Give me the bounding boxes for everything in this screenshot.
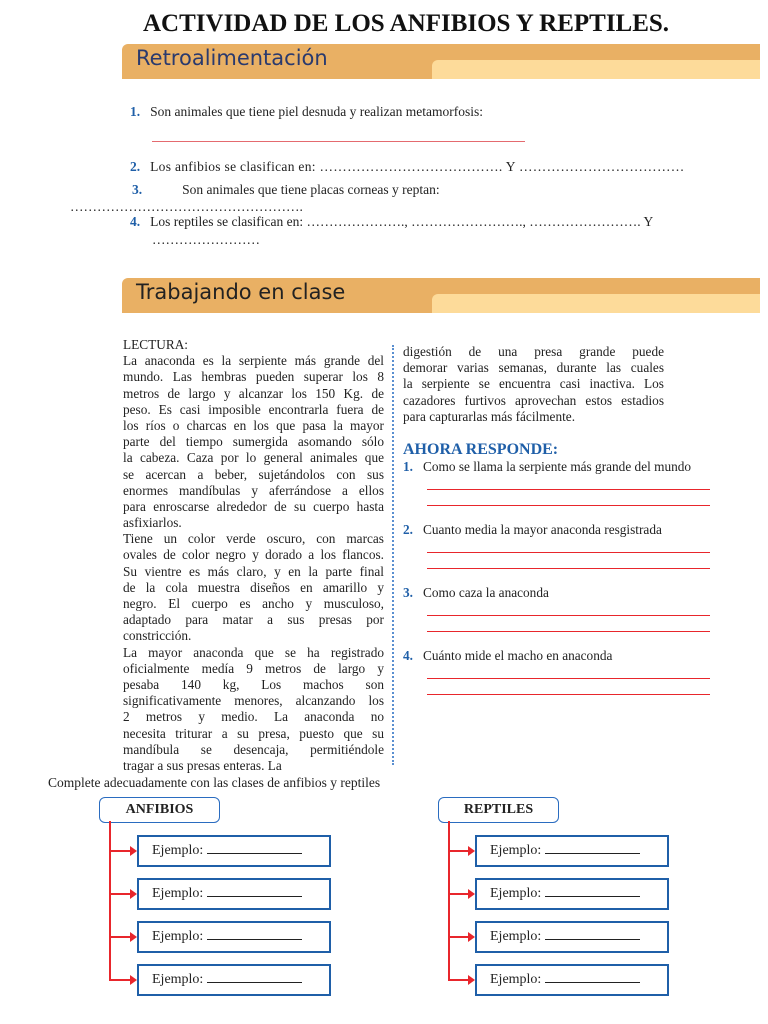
example-blank[interactable] xyxy=(545,982,640,983)
reading-line: asfixiarlos. xyxy=(123,515,182,531)
arrow-icon xyxy=(110,850,133,852)
reading-line: pesaba 140 kg, Los machos son xyxy=(123,676,384,692)
reading-line: se acercan a beber, sujetándolos con sus xyxy=(123,466,384,482)
banner-accent xyxy=(432,60,760,79)
reptiles-example-box[interactable] xyxy=(475,964,669,996)
example-label: Ejemplo: xyxy=(152,929,204,944)
respond-question-1 xyxy=(403,459,691,475)
reptiles-header: REPTILES xyxy=(438,797,559,823)
arrow-icon xyxy=(449,936,471,938)
answer-line[interactable] xyxy=(427,631,710,632)
reading-line: los ríos o charcas en los que pasa la mayor xyxy=(123,417,384,433)
anfibios-header: ANFIBIOS xyxy=(99,797,220,823)
question-text: Son animales que tiene piel desnuda y realizan metamorfosis: xyxy=(150,104,484,119)
answer-line[interactable] xyxy=(427,552,710,553)
respond-question-4 xyxy=(403,648,612,664)
reading-line: La anaconda es la serpiente más grande del xyxy=(123,353,384,369)
answer-line[interactable] xyxy=(427,568,710,569)
page-title: ACTIVIDAD DE LOS ANFIBIOS Y REPTILES. xyxy=(143,10,670,37)
question-text: Como caza la anaconda xyxy=(422,585,549,600)
respond-question-3 xyxy=(403,585,549,601)
question-number: 1. xyxy=(403,459,413,474)
arrow-icon xyxy=(449,979,471,981)
example-label: Ejemplo: xyxy=(152,972,204,987)
question-number: 4. xyxy=(403,648,413,663)
reading-line: para capturarlas más fácilmente. xyxy=(403,408,576,424)
reptiles-example-box[interactable] xyxy=(475,878,669,910)
reading-right-column xyxy=(403,344,664,425)
banner-accent xyxy=(432,294,760,313)
reading-line: tragar a sus presas enteras. La xyxy=(123,757,282,773)
example-label: Ejemplo: xyxy=(490,843,542,858)
section-banner-retroalimentacion xyxy=(122,44,760,79)
connector-line xyxy=(448,821,450,981)
reptiles-example-box[interactable] xyxy=(475,835,669,867)
arrow-icon xyxy=(449,850,471,852)
question-1 xyxy=(130,104,483,120)
question-text: Cuanto media la mayor anaconda resgistrada xyxy=(422,522,662,537)
example-label: Ejemplo: xyxy=(490,972,542,987)
reading-line: la serpiente se encuentra casi inactiva. Los xyxy=(403,376,664,392)
question-text: Cuánto mide el macho en anaconda xyxy=(422,648,613,663)
reading-line: Tiene un color verde oscuro, con marcas xyxy=(123,531,384,547)
section-heading: Trabajando en clase xyxy=(136,280,346,304)
example-blank[interactable] xyxy=(545,939,640,940)
question-number: 1. xyxy=(130,104,141,119)
answer-dots[interactable]: ……………………………………………. xyxy=(70,199,303,214)
reading-line: 2 metros y medio. La anaconda no xyxy=(123,709,384,725)
example-blank[interactable] xyxy=(207,982,302,983)
anfibios-example-box[interactable] xyxy=(137,878,331,910)
question-number: 4. xyxy=(130,214,141,229)
question-number: 3. xyxy=(403,585,413,600)
reading-line: metros de largo y alcanzar los 150 Kg. de xyxy=(123,385,384,401)
arrow-icon xyxy=(110,893,133,895)
question-4 xyxy=(130,214,653,230)
question-3 xyxy=(132,182,440,198)
reading-line: necesita triturar a su presa, puesto que su xyxy=(123,725,384,741)
reading-line: Su vientre es más claro, y en la parte final xyxy=(123,563,384,579)
example-blank[interactable] xyxy=(207,939,302,940)
anfibios-example-box[interactable] xyxy=(137,835,331,867)
reading-line: constricción. xyxy=(123,628,192,644)
answer-line[interactable] xyxy=(427,694,710,695)
example-label: Ejemplo: xyxy=(152,843,204,858)
arrow-icon xyxy=(110,936,133,938)
example-label: Ejemplo: xyxy=(152,886,204,901)
anfibios-example-box[interactable] xyxy=(137,964,331,996)
reading-line: LECTURA: xyxy=(123,337,189,352)
example-label: Ejemplo: xyxy=(490,929,542,944)
reading-line: de la cola muestra diseños en amarillo y xyxy=(123,579,384,595)
arrow-icon xyxy=(110,979,133,981)
question-number: 2. xyxy=(130,159,141,174)
question-text: Los anfibios se clasifican en: …………………………………. Y ……………………………… xyxy=(150,159,685,174)
reading-line: digestión de una presa grande puede xyxy=(403,344,664,359)
column-divider xyxy=(392,345,394,765)
reading-line: oficialmente medía 9 metros de largo y xyxy=(123,660,384,676)
reptiles-example-box[interactable] xyxy=(475,921,669,953)
question-number: 2. xyxy=(403,522,413,537)
example-blank[interactable] xyxy=(545,853,640,854)
section-heading: Retroalimentación xyxy=(136,46,328,70)
question-text: Son animales que tiene placas corneas y reptan: xyxy=(182,182,440,197)
arrow-icon xyxy=(449,893,471,895)
answer-line[interactable] xyxy=(152,141,525,142)
connector-line xyxy=(109,821,111,981)
reading-line: mundo. Las hembras pueden superar los 8 xyxy=(123,369,384,385)
reading-line: negro. El cuerpo es ancho y musculoso, xyxy=(123,596,384,611)
respond-heading: AHORA RESPONDE: xyxy=(403,441,559,458)
answer-line[interactable] xyxy=(427,489,710,490)
example-blank[interactable] xyxy=(545,896,640,897)
question-text: Como se llama la serpiente más grande del mundo xyxy=(422,459,692,474)
reading-line: demorar varias semanas, durante las cuales xyxy=(403,360,664,376)
example-blank[interactable] xyxy=(207,896,302,897)
answer-line[interactable] xyxy=(427,678,710,679)
reading-line: significativamente menores, alcanzando los xyxy=(123,693,384,709)
question-number: 3. xyxy=(132,182,143,197)
complete-instruction: Complete adecuadamente con las clases de anfibios y reptiles xyxy=(48,775,381,790)
reading-left-column xyxy=(123,337,384,774)
question-2 xyxy=(130,159,685,175)
anfibios-example-box[interactable] xyxy=(137,921,331,953)
reading-line: enormes mandíbulas y aferrándose a ellos xyxy=(123,482,384,498)
section-banner-trabajando xyxy=(122,278,760,313)
reading-line: mandíbula se desencaja, permitiéndole xyxy=(123,741,384,757)
reading-line: adaptado para matar a sus presas por xyxy=(123,612,384,628)
answer-line[interactable] xyxy=(427,615,710,616)
reading-line: la cabeza. Caza por lo general animales que xyxy=(123,450,384,466)
example-label: Ejemplo: xyxy=(490,886,542,901)
respond-question-2 xyxy=(403,522,662,538)
answer-dots[interactable]: …………………… xyxy=(152,232,260,247)
reading-line: ovales de color negro y dorado a los flancos. xyxy=(123,547,384,563)
reading-line: para enroscarse alrededor de su cuerpo hasta xyxy=(123,498,384,514)
example-blank[interactable] xyxy=(207,853,302,854)
question-text: Los reptiles se clasifican en: …………………., ……………………., ……………………. Y xyxy=(150,214,654,229)
reading-line: La mayor anaconda que se ha registrado xyxy=(123,644,384,660)
reading-line: peso. Es casi imposible encontrarla fuera de xyxy=(123,401,384,417)
reading-line: parte del tiempo sumergida asomando sólo xyxy=(123,434,384,450)
answer-line[interactable] xyxy=(427,505,710,506)
reading-line: cazadores furtivos aprovechan estos estadios xyxy=(403,392,664,408)
